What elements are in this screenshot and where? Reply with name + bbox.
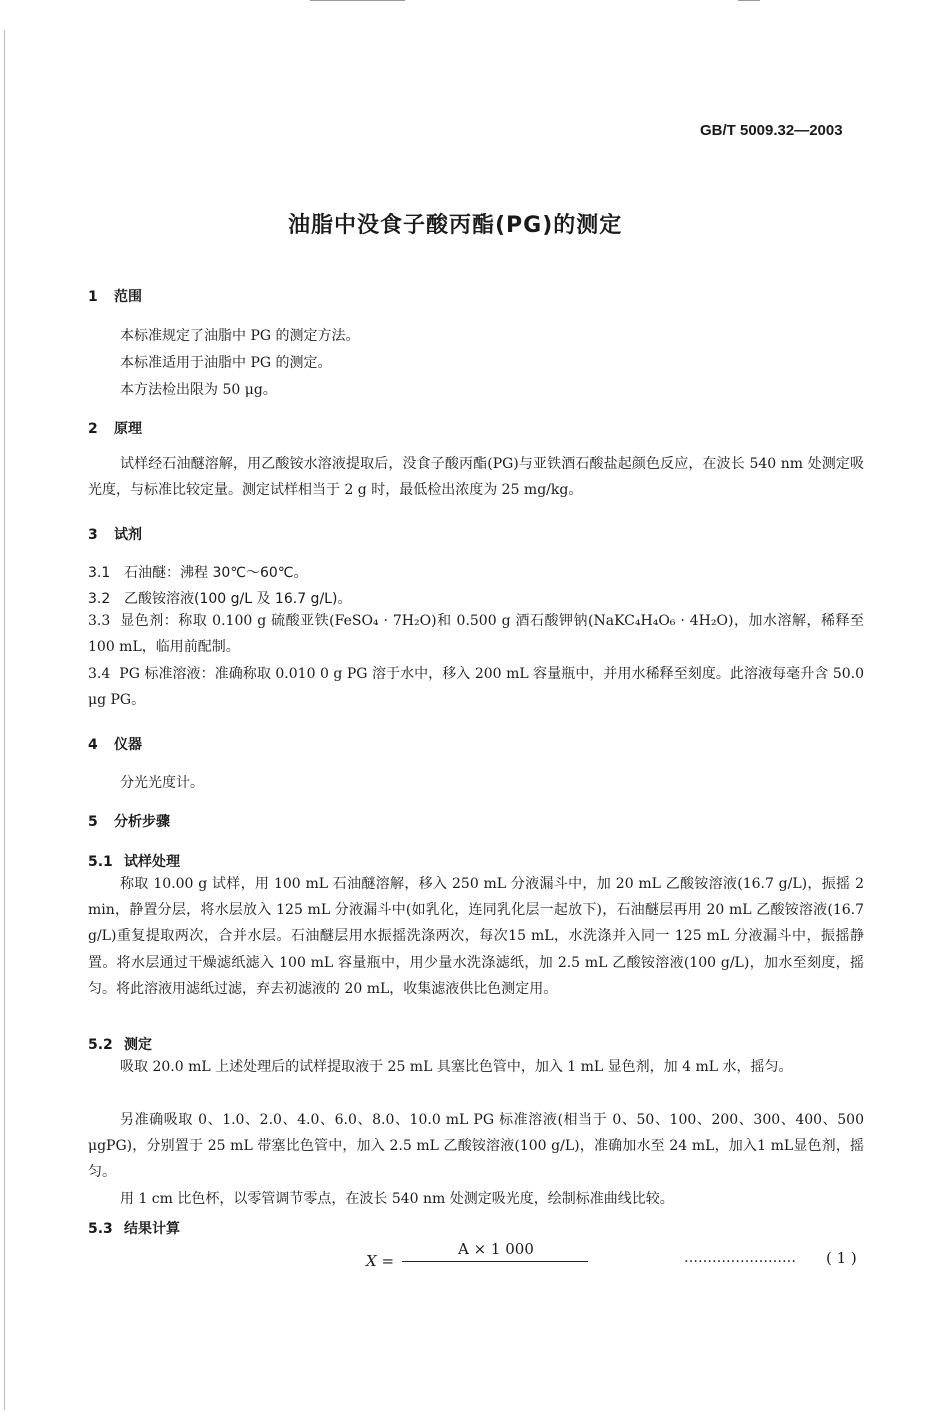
scope-line-1: 本标准规定了油脂中 PG 的测定方法。 (120, 328, 360, 344)
top-rule (310, 0, 405, 1)
section-number: 2 (88, 421, 98, 437)
principle-paragraph: 试样经石油醚溶解，用乙酸铵水溶液提取后，没食子酸丙酯(PG)与亚铁酒石酸盐起颜色反应，在波长 540 nm 处测定吸光度，与标准比较定量。测定试样相当于 2 g 时，最低检出浓度为 25 mg/kg。 (88, 456, 864, 499)
sample-treatment-paragraph: 称取 10.00 g 试样，用 100 mL 石油醚溶解，移入 250 mL 分液漏斗中，加 20 mL 乙酸铵溶液(16.7 g/L)，振摇 2 min，静置分层，将水层放入 125 mL 分液漏斗中(如乳化，连同乳化层一起放下)，石油醚层再用 20 mL 乙酸铵溶液(16.7 g/L)重复提取两次，合并水层。石油醚层用水振摇洗涤两次，每次15 mL，水洗涤并入同一 125 mL 分液漏斗中，振摇静置。将水层通过干燥滤纸滤入 100 mL 容量瓶中，用少量水洗涤滤纸，加 2.5 mL 乙酸铵溶液(100 g/L)，加水至刻度，摇匀。将此溶液用滤纸过滤，弃去初滤液的 20 mL，收集滤液供比色测定用。 (88, 876, 864, 997)
formula-numerator: A × 1 000 (458, 1240, 534, 1258)
item-text: 乙酸铵溶液(100 g/L 及 16.7 g/L)。 (124, 591, 352, 607)
section-heading-reagents (88, 524, 142, 544)
section-title: 范围 (114, 289, 142, 305)
subsection-title: 结果计算 (124, 1221, 180, 1237)
item-number: 3.4 (88, 666, 111, 682)
section-heading-procedure (88, 811, 170, 831)
standard-number: GB/T 5009.32—2003 (700, 122, 843, 139)
item-number: 3.1 (88, 565, 111, 581)
scan-edge (4, 30, 5, 1410)
section-title: 仪器 (114, 737, 142, 753)
determination-paragraph-3: 用 1 cm 比色杯，以零管调节零点，在波长 540 nm 处测定吸光度，绘制标准曲线比较。 (120, 1191, 674, 1207)
section-number: 3 (88, 527, 98, 543)
top-rule-mark (738, 0, 760, 1)
scope-line-2: 本标准适用于油脂中 PG 的测定。 (120, 355, 332, 371)
section-heading-principle (88, 418, 142, 438)
subsection-heading-5-2 (88, 1034, 152, 1054)
reagent-item-3-2 (88, 588, 351, 608)
equation-number: ( 1 ) (826, 1249, 857, 1267)
document-title: 油脂中没食子酸丙酯(PG)的测定 (288, 213, 623, 238)
section-heading-scope (88, 286, 142, 306)
section-heading-apparatus (88, 734, 142, 754)
section-number: 4 (88, 737, 98, 753)
subsection-title: 试样处理 (124, 854, 180, 870)
determination-paragraph-2: 另准确吸取 0、1.0、2.0、4.0、6.0、8.0、10.0 mL PG 标准溶液(相当于 0、50、100、200、300、400、500 μgPG)，分别置于 25 mL 带塞比色管中，加入 2.5 mL 乙酸铵溶液(100 g/L)，准确加水至 24 mL，加入1 mL显色剂，摇匀。 (88, 1112, 864, 1181)
reagent-item-3-4 (88, 661, 864, 713)
section-number: 5 (88, 814, 98, 830)
apparatus-line: 分光光度计。 (120, 775, 204, 791)
item-text: PG 标准溶液：准确称取 0.010 0 g PG 溶于水中，移入 200 mL 容量瓶中，并用水稀释至刻度。此溶液每毫升含 50.0 μg PG。 (88, 666, 864, 709)
fraction-bar (402, 1261, 588, 1262)
reagent-item-3-3 (88, 608, 864, 660)
item-number: 3.3 (88, 613, 111, 629)
subsection-heading-5-3 (88, 1218, 180, 1238)
section-title: 试剂 (114, 527, 142, 543)
section-title: 原理 (114, 421, 142, 437)
scope-line-3: 本方法检出限为 50 μg。 (120, 382, 277, 398)
subsection-title: 测定 (124, 1037, 152, 1053)
subsection-number: 5.1 (88, 854, 113, 870)
section-number: 1 (88, 289, 98, 305)
section-title: 分析步骤 (114, 814, 170, 830)
item-text: 石油醚：沸程 30℃～60℃。 (124, 565, 308, 581)
subsection-number: 5.3 (88, 1221, 113, 1237)
item-text: 显色剂：称取 0.100 g 硫酸亚铁(FeSO₄ · 7H₂O)和 0.500 g 酒石酸钾钠(NaKC₄H₄O₆ · 4H₂O)，加水溶解，稀释至 100 mL，临用前配制。 (88, 613, 864, 656)
determination-paragraph-1: 吸取 20.0 mL 上述处理后的试样提取液于 25 mL 具塞比色管中，加入 1 mL 显色剂，加 4 mL 水，摇匀。 (120, 1059, 793, 1075)
reagent-item-3-1 (88, 562, 308, 582)
subsection-heading-5-1 (88, 851, 180, 871)
subsection-number: 5.2 (88, 1037, 113, 1053)
formula-lhs: X = (366, 1252, 395, 1270)
formula-leader-dots: …………………… (684, 1250, 796, 1266)
item-number: 3.2 (88, 591, 111, 607)
